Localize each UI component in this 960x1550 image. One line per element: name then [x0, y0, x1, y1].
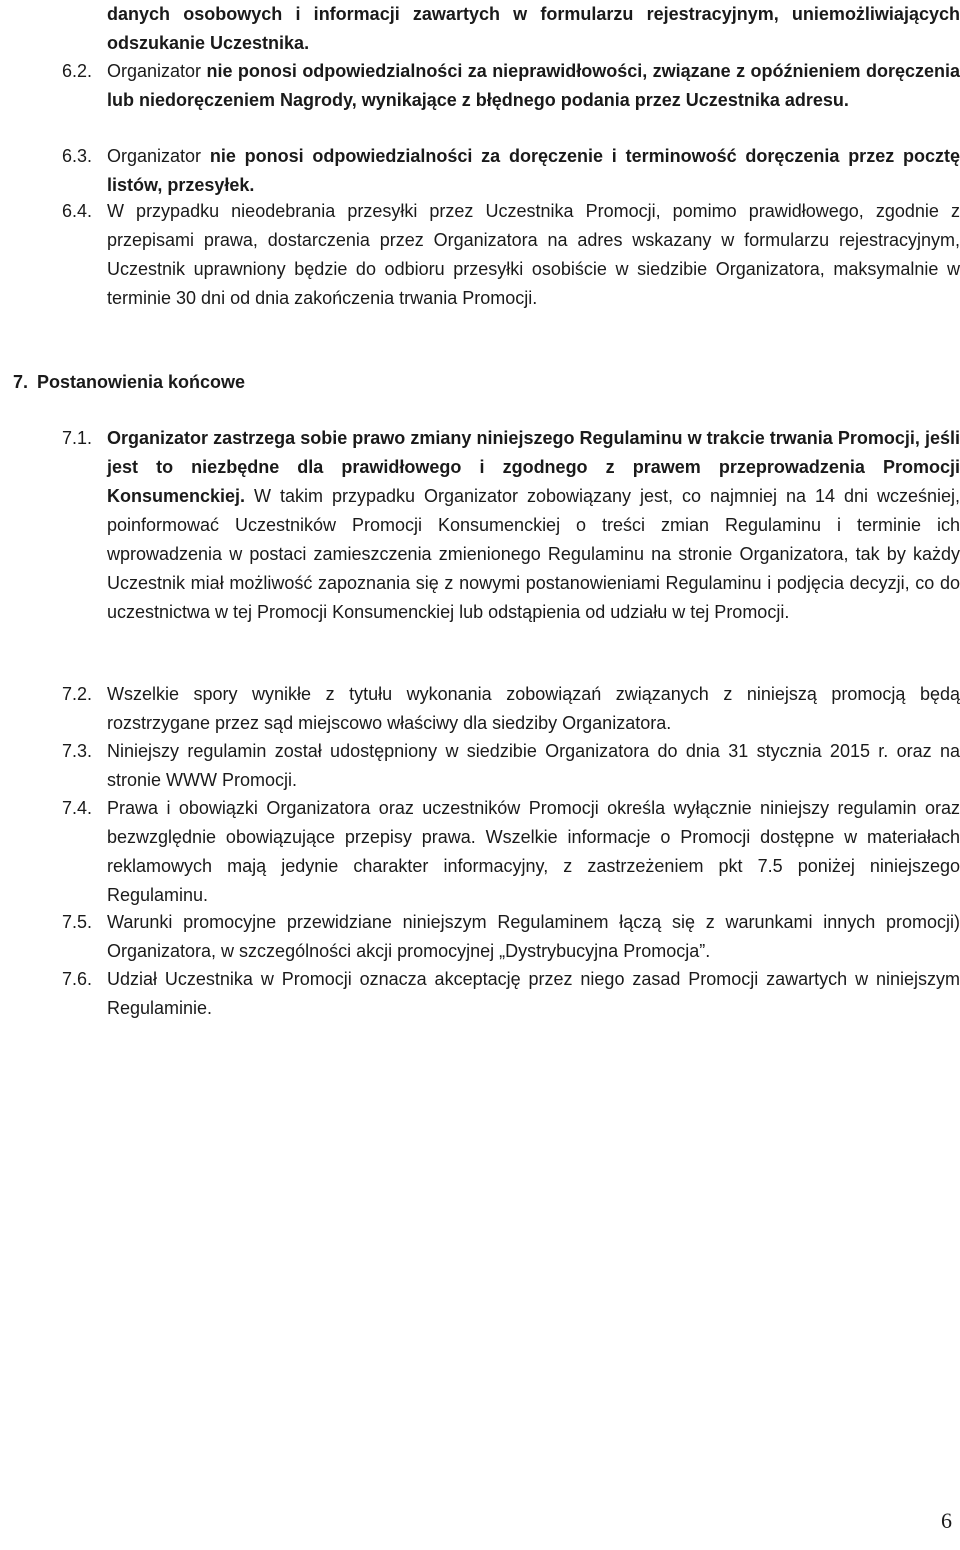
- clause-text: Prawa i obowiązki Organizatora oraz uczestników Promocji określa wyłącznie niniejszy regulamin oraz bezwzględnie obowiązujące przepisy prawa. Wszelkie informacje o Promocji dostępne w materiałach reklamowych mają jedynie charakter informacyjny, z zastrzeżeniem pkt 7.5 poniżej niniejszego Regulaminu.: [107, 798, 960, 905]
- clause-number: 7.4.: [62, 798, 93, 818]
- clause-number: 7.6.: [62, 969, 93, 989]
- clause-7-5: [62, 908, 960, 966]
- clause-number: 7.1.: [62, 428, 93, 448]
- section-heading-7: 7. Postanowienia końcowe: [13, 372, 246, 392]
- clause-number: 6.4.: [62, 201, 93, 221]
- clause-number: 7.2.: [62, 684, 93, 704]
- clause-number: 6.2.: [62, 61, 93, 81]
- clause-7-3: [62, 737, 960, 795]
- clause-text: W przypadku nieodebrania przesyłki przez Uczestnika Promocji, pomimo prawidłowego, zgodnie z przepisami prawa, dostarczenia przez Organizatora na adres wskazany w formularzu rejestracyjnym, Uczestnik uprawniony będzie do odbioru przesyłki osobiście w siedzibie Organizatora, maksymalnie w terminie 30 dni od dnia zakończenia trwania Promocji.: [107, 201, 960, 308]
- clause-6-2: [62, 57, 960, 115]
- clause-text: Niniejszy regulamin został udostępniony w siedzibie Organizatora do dnia 31 stycznia 2015 r. oraz na stronie WWW Promocji.: [107, 741, 960, 790]
- clause-6-3: [62, 142, 960, 200]
- clause-7-4: [62, 794, 960, 910]
- clause-text: Organizator nie ponosi odpowiedzialności za doręczenie i terminowość doręczenia przez pocztę listów, przesyłek.: [107, 146, 960, 195]
- clause-text: Organizator nie ponosi odpowiedzialności za nieprawidłowości, związane z opóźnieniem doręczenia lub niedoręczeniem Nagrody, wynikające z błędnego podania przez Uczestnika adresu.: [107, 61, 960, 110]
- clause-text: Warunki promocyjne przewidziane niniejszym Regulaminem łączą się z warunkami innych promocji) Organizatora, w szczególności akcji promocyjnej „Dystrybucyjna Promocja”.: [107, 912, 960, 961]
- clause-7-1: [62, 424, 960, 627]
- clause-7-6: [62, 965, 960, 1023]
- paragraph-6-1-continuation: danych osobowych i informacji zawartych w formularzu rejestracyjnym, uniemożliwiających odszukanie Uczestnika.: [107, 4, 960, 53]
- clause-7-2: [62, 680, 960, 738]
- clause-number: 6.3.: [62, 146, 93, 166]
- clause-text: Udział Uczestnika w Promocji oznacza akceptację przez niego zasad Promocji zawartych w niniejszym Regulaminie.: [107, 969, 960, 1018]
- clause-number: 7.3.: [62, 741, 93, 761]
- clause-text: Wszelkie spory wynikłe z tytułu wykonania zobowiązań związanych z niniejszą promocją będą rozstrzygane przez sąd miejscowo właściwy dla siedziby Organizatora.: [107, 684, 960, 733]
- page-number: 6: [941, 1508, 952, 1533]
- clause-6-4: [62, 197, 960, 313]
- clause-number: 7.5.: [62, 912, 93, 932]
- clause-text: Organizator zastrzega sobie prawo zmiany niniejszego Regulaminu w trakcie trwania Promocji, jeśli jest to niezbędne dla prawidłowego i zgodnego z prawem przeprowadzenia Promocji Konsumenckiej. W takim przypadku Organizator zobowiązany jest, co najmniej na 14 dni wcześniej, poinformować Uczestników Promocji Konsumenckiej o treści zmian Regulaminu i terminie ich wprowadzenia w postaci zamieszczenia zmienionego Regulaminu na stronie Organizatora, tak by każdy Uczestnik miał możliwość zapoznania się z nowymi postanowieniami Regulaminu i podjęcia decyzji, co do uczestnictwa w tej Promocji Konsumenckiej lub odstąpienia od udziału w tej Promocji.: [107, 428, 960, 622]
